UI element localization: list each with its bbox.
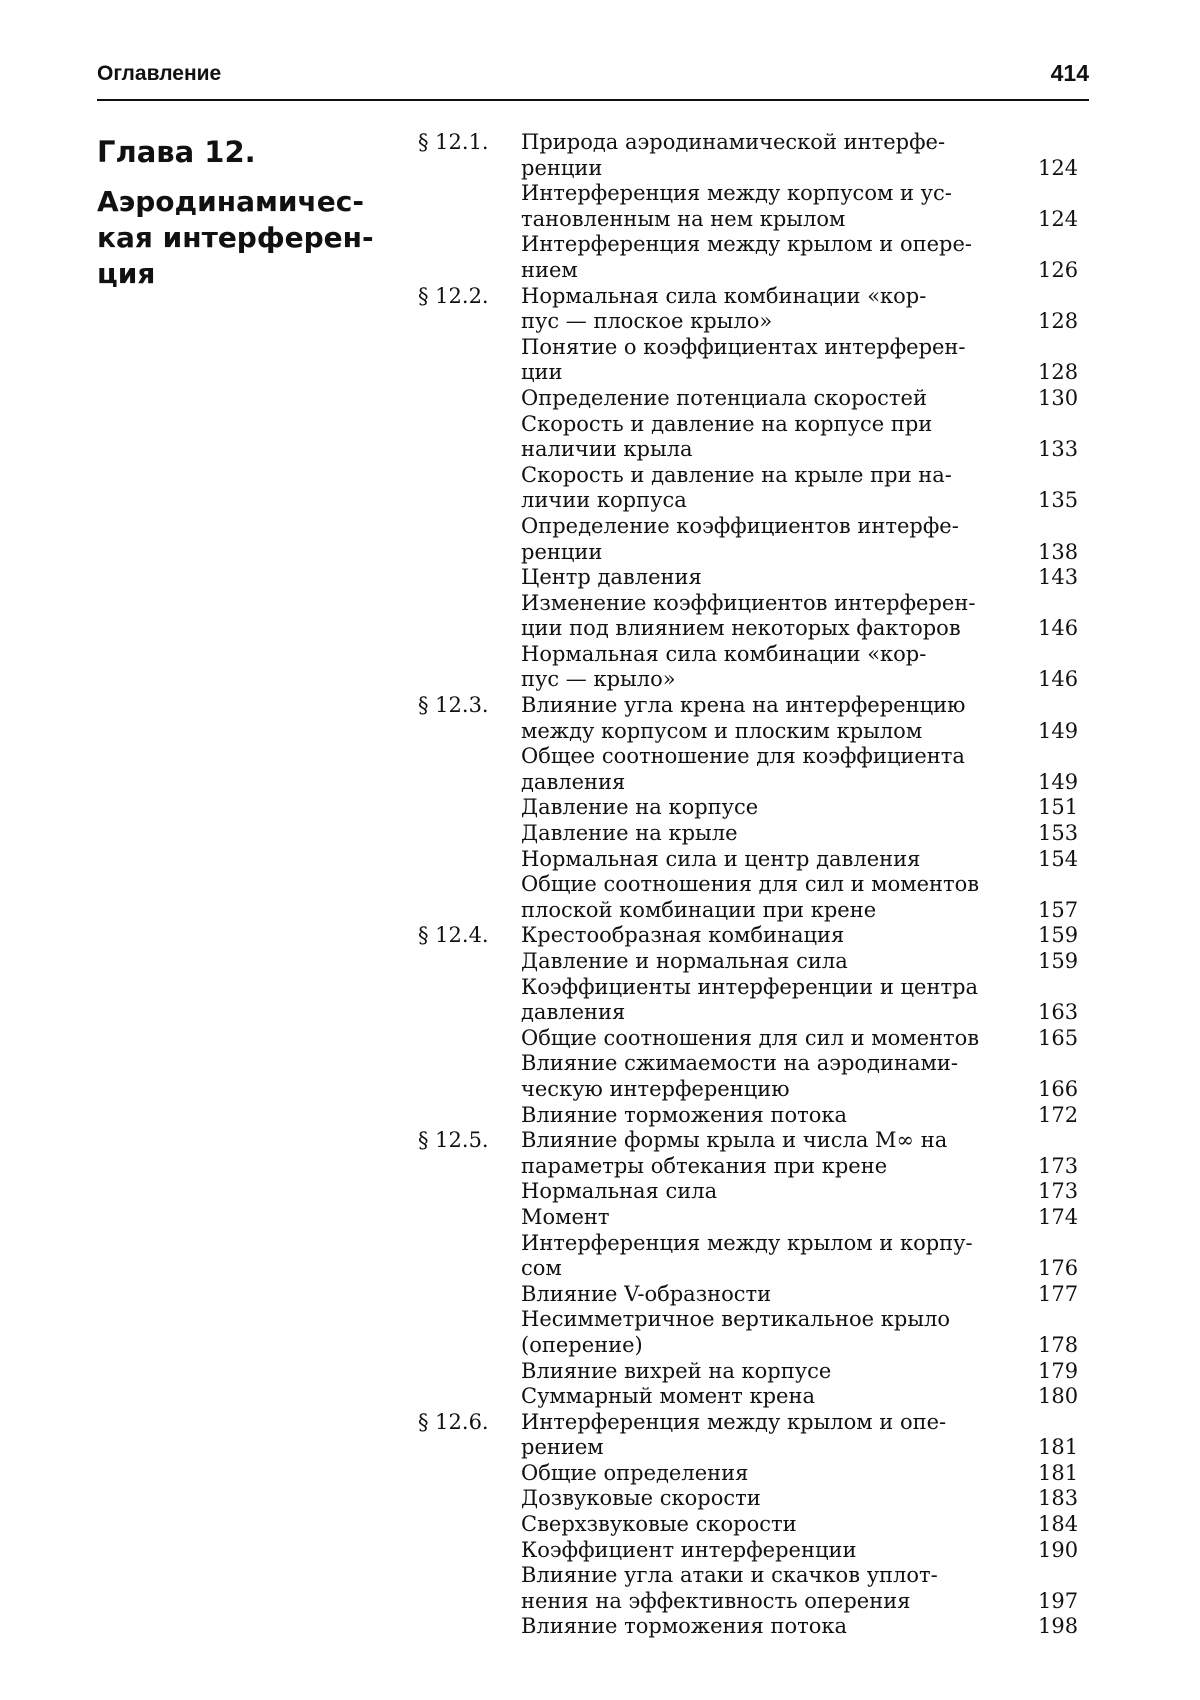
toc-section-number xyxy=(418,1614,521,1640)
toc-section-label: § 12.1. xyxy=(418,130,489,154)
toc-section-label xyxy=(418,591,521,617)
toc-section-number xyxy=(418,821,521,847)
toc-entry-title xyxy=(521,847,1038,873)
toc-section-label xyxy=(418,1563,521,1589)
toc-entry-line: Влияние V-образности xyxy=(521,1281,772,1306)
toc-page-number: 151 xyxy=(1038,795,1079,820)
toc-page-number: 130 xyxy=(1038,385,1079,410)
toc-entry-title xyxy=(521,693,1038,744)
toc-section-label xyxy=(418,1026,521,1052)
toc-entry-title xyxy=(521,1128,1038,1179)
toc-entry-line: Момент xyxy=(521,1204,610,1229)
toc-entry-line: между корпусом и плоским крылом xyxy=(521,718,923,743)
toc-entry xyxy=(418,1486,1098,1512)
toc-section-label xyxy=(418,1486,521,1512)
toc-section-label xyxy=(418,1103,521,1129)
toc-section-label xyxy=(418,1359,521,1385)
toc-section-label xyxy=(418,1179,521,1205)
toc-entry-line: Понятие о коэффициентах интерферен- xyxy=(521,334,966,359)
toc-section-label xyxy=(418,1538,521,1564)
toc-entry-line: Нормальная сила комбинации «кор- xyxy=(521,641,927,666)
toc-entry xyxy=(418,386,1098,412)
toc-entry-line: Общие определения xyxy=(521,1460,749,1485)
toc-section-label xyxy=(418,821,521,847)
chapter-title xyxy=(97,184,417,292)
toc-entry-line: нием xyxy=(521,257,578,282)
toc-entry xyxy=(418,1512,1098,1538)
toc-page-number: 154 xyxy=(1038,846,1079,871)
toc-entry-title xyxy=(521,1051,1038,1102)
toc-entry xyxy=(418,1384,1098,1410)
toc-entry xyxy=(418,642,1098,693)
toc-entry-line: Определение коэффициентов интерфе- xyxy=(521,513,959,538)
toc-entry-line: Влияние угла атаки и скачков уплот- xyxy=(521,1563,938,1588)
toc-page-number: 149 xyxy=(1038,769,1079,794)
toc-entry-line: параметры обтекания при крене xyxy=(521,1153,888,1178)
toc-entry-line: Природа аэродинамической интерфе- xyxy=(521,130,946,154)
toc-entry xyxy=(418,1026,1098,1052)
toc-section-number xyxy=(418,232,521,258)
toc-entry-title xyxy=(521,1614,1038,1640)
toc-entry xyxy=(418,975,1098,1026)
toc-entry-title xyxy=(521,1179,1038,1205)
toc-entry-line: Влияние вихрей на корпусе xyxy=(521,1358,832,1383)
toc-entry-line: Скорость и давление на крыле при на- xyxy=(521,462,952,487)
toc-section-label: § 12.4. xyxy=(418,923,489,948)
toc-section-number xyxy=(418,1563,521,1589)
toc-section-number xyxy=(418,642,521,668)
toc-section-number xyxy=(418,744,521,770)
toc-entry-line: сом xyxy=(521,1256,562,1281)
toc-section-number xyxy=(418,872,521,898)
toc-section-label xyxy=(418,795,521,821)
toc-section-number xyxy=(418,1410,521,1436)
toc-section-label xyxy=(418,1461,521,1487)
toc-page-number: 177 xyxy=(1038,1281,1079,1306)
toc-entry-line: Влияние торможения потока xyxy=(521,1614,848,1639)
toc-entry-title xyxy=(521,1026,1038,1052)
toc-page-number: 157 xyxy=(1038,897,1079,922)
toc-entry-title xyxy=(521,1103,1038,1129)
toc-section-label: § 12.3. xyxy=(418,693,489,718)
toc-entry-title xyxy=(521,1486,1038,1512)
toc-section-label xyxy=(418,412,521,438)
toc-entry-line: Нормальная сила и центр давления xyxy=(521,846,921,871)
toc-page-number: 178 xyxy=(1038,1332,1079,1357)
toc-entry-title xyxy=(521,232,1038,283)
toc-entry xyxy=(418,1205,1098,1231)
toc-entry-line: Центр давления xyxy=(521,565,702,590)
toc-section-number xyxy=(418,1026,521,1052)
toc-section-number xyxy=(418,1205,521,1231)
toc-section-label xyxy=(418,949,521,975)
toc-entry xyxy=(418,514,1098,565)
header-rule xyxy=(97,99,1089,101)
toc-entry-title xyxy=(521,514,1038,565)
toc-entry-line: Изменение коэффициентов интерферен- xyxy=(521,590,976,615)
toc-section-number xyxy=(418,1461,521,1487)
toc-section-label xyxy=(418,386,521,412)
toc-section-number xyxy=(418,1512,521,1538)
toc-page-number: 133 xyxy=(1038,437,1079,462)
toc-section-label xyxy=(418,975,521,1001)
toc-entry-title xyxy=(521,872,1038,923)
toc-entry-title xyxy=(521,795,1038,821)
chapter-title-line: ция xyxy=(97,257,156,290)
toc-entry-line: Общие соотношения для сил и моментов xyxy=(521,872,980,897)
toc-entry xyxy=(418,181,1098,232)
toc-section-number xyxy=(418,463,521,489)
toc-page-number: 165 xyxy=(1038,1025,1079,1050)
toc-entry-line: Коэффициент интерференции xyxy=(521,1537,857,1562)
toc-page-number: 173 xyxy=(1038,1179,1079,1204)
toc-section-label xyxy=(418,514,521,540)
toc-entry xyxy=(418,1359,1098,1385)
toc-page-number: 176 xyxy=(1038,1256,1079,1281)
toc-entry-title xyxy=(521,1282,1038,1308)
toc-entry xyxy=(418,1410,1098,1461)
toc-section-number xyxy=(418,130,521,156)
toc-section-number xyxy=(418,386,521,412)
toc-entry-title xyxy=(521,1538,1038,1564)
toc-section-label xyxy=(418,1205,521,1231)
toc-page-number: 128 xyxy=(1038,360,1079,385)
toc-section-number xyxy=(418,565,521,591)
toc-entry-line: наличии крыла xyxy=(521,437,693,462)
toc-entry-line: ческую интерференцию xyxy=(521,1076,790,1101)
toc-section-label xyxy=(418,1051,521,1077)
toc-entry-line: Давление на корпусе xyxy=(521,795,759,820)
toc-section-number xyxy=(418,1384,521,1410)
toc-entry-line: Нормальная сила комбинации «кор- xyxy=(521,283,927,308)
toc-entry-line: Определение потенциала скоростей xyxy=(521,385,927,410)
toc-entry-line: Сверхзвуковые скорости xyxy=(521,1512,797,1537)
toc-entry-line: Интерференция между крылом и корпу- xyxy=(521,1230,973,1255)
toc-entry-title xyxy=(521,412,1038,463)
toc-section-number xyxy=(418,975,521,1001)
toc-entry xyxy=(418,284,1098,335)
toc-entry xyxy=(418,463,1098,514)
toc-page-number: 183 xyxy=(1038,1486,1079,1511)
toc-entry-title xyxy=(521,642,1038,693)
toc-entry-title xyxy=(521,1410,1038,1461)
toc-entry xyxy=(418,821,1098,847)
toc-entry xyxy=(418,1563,1098,1614)
toc-section-label: § 12.2. xyxy=(418,283,489,308)
toc-entry xyxy=(418,335,1098,386)
toc-section-number xyxy=(418,181,521,207)
toc-page-number: 197 xyxy=(1038,1588,1079,1613)
toc-entry xyxy=(418,949,1098,975)
toc-section-number xyxy=(418,591,521,617)
toc-entry-title xyxy=(521,1512,1038,1538)
toc-entry-line: нения на эффективность оперения xyxy=(521,1588,911,1613)
page-number: 414 xyxy=(1050,60,1089,86)
toc-section-number xyxy=(418,1051,521,1077)
toc-entry-title xyxy=(521,1307,1038,1358)
toc-entry xyxy=(418,1461,1098,1487)
toc-entry-line: Давление на крыле xyxy=(521,821,738,846)
toc-page-number: 159 xyxy=(1038,949,1079,973)
toc-page-number: 159 xyxy=(1038,923,1079,948)
toc-page-number: 174 xyxy=(1038,1204,1079,1229)
toc-section-label xyxy=(418,872,521,898)
toc-page-number: 190 xyxy=(1038,1537,1079,1562)
toc-page-number: 128 xyxy=(1038,309,1079,334)
toc-entry-line: личии корпуса xyxy=(521,488,687,513)
toc-entry-line: (оперение) xyxy=(521,1332,643,1357)
toc-section-number xyxy=(418,923,521,949)
toc-section-number xyxy=(418,795,521,821)
toc-page-number: 179 xyxy=(1038,1358,1079,1383)
toc-entry-line: Скорость и давление на корпусе при xyxy=(521,411,933,436)
toc-entry-line: Интерференция между крылом и опере- xyxy=(521,232,972,257)
toc-entry xyxy=(418,1614,1098,1640)
toc-section-label xyxy=(418,463,521,489)
toc-section-label xyxy=(418,1307,521,1333)
toc-page-number: 163 xyxy=(1038,1000,1079,1025)
toc-entry xyxy=(418,693,1098,744)
toc-page-number: 180 xyxy=(1038,1384,1079,1409)
toc-entry-title xyxy=(521,463,1038,514)
toc-entry-line: плоской комбинации при крене xyxy=(521,897,877,922)
toc-section-label xyxy=(418,1512,521,1538)
toc-section-label xyxy=(418,744,521,770)
toc-entry xyxy=(418,1231,1098,1282)
toc-entry xyxy=(418,847,1098,873)
toc-entry-title xyxy=(521,975,1038,1026)
toc-section-label: § 12.5. xyxy=(418,1128,489,1153)
toc-section-number xyxy=(418,1359,521,1385)
toc-page-number: 153 xyxy=(1038,821,1079,846)
toc-entry-line: пус — плоское крыло» xyxy=(521,309,773,334)
toc-entry-line: Общее соотношение для коэффициента xyxy=(521,744,965,769)
toc-section-label xyxy=(418,335,521,361)
toc-entry-line: Интерференция между крылом и опе- xyxy=(521,1409,947,1434)
toc-page-number: 138 xyxy=(1038,539,1079,564)
toc-entry-line: рением xyxy=(521,1435,604,1460)
toc-entry-line: давления xyxy=(521,769,626,794)
toc-entry-title xyxy=(521,591,1038,642)
toc-entry-title xyxy=(521,1384,1038,1410)
toc-entry xyxy=(418,795,1098,821)
toc-page-number: 181 xyxy=(1038,1435,1079,1460)
toc-section-number xyxy=(418,693,521,719)
toc-entry-line: Несимметричное вертикальное крыло xyxy=(521,1307,951,1332)
toc-section-number xyxy=(418,1103,521,1129)
toc-entry-title xyxy=(521,386,1038,412)
toc-section-label xyxy=(418,565,521,591)
table-of-contents xyxy=(418,130,1098,1640)
toc-page-number: 198 xyxy=(1038,1614,1079,1639)
toc-entry-line: Влияние сжимаемости на аэродинами- xyxy=(521,1051,958,1076)
toc-section-number xyxy=(418,1538,521,1564)
toc-page-number: 146 xyxy=(1038,616,1079,641)
toc-entry-title xyxy=(521,1563,1038,1614)
toc-entry-title xyxy=(521,949,1038,975)
toc-entry-line: давления xyxy=(521,1000,626,1025)
chapter-title-line: Аэродинамичес- xyxy=(97,185,364,218)
toc-section-label xyxy=(418,642,521,668)
toc-entry-line: ции под влиянием некоторых факторов xyxy=(521,616,961,641)
toc-entry-title xyxy=(521,335,1038,386)
toc-page-number: 146 xyxy=(1038,667,1079,692)
toc-entry-line: Интерференция между корпусом и ус- xyxy=(521,181,952,206)
toc-entry-title xyxy=(521,1461,1038,1487)
toc-entry-title xyxy=(521,181,1038,232)
toc-section-label xyxy=(418,1614,521,1640)
toc-section-label xyxy=(418,181,521,207)
toc-section-label xyxy=(418,232,521,258)
toc-entry xyxy=(418,1179,1098,1205)
toc-entry-line: ренции xyxy=(521,155,603,180)
toc-entry-title xyxy=(521,744,1038,795)
toc-entry-title xyxy=(521,821,1038,847)
toc-entry-line: Влияние торможения потока xyxy=(521,1102,848,1127)
toc-entry xyxy=(418,565,1098,591)
toc-page-number: 135 xyxy=(1038,488,1079,513)
toc-entry xyxy=(418,232,1098,283)
toc-section-label xyxy=(418,1282,521,1308)
toc-entry xyxy=(418,1307,1098,1358)
toc-section-label xyxy=(418,1231,521,1257)
toc-entry xyxy=(418,1128,1098,1179)
toc-entry xyxy=(418,872,1098,923)
toc-section-label xyxy=(418,1384,521,1410)
toc-entry-line: пус — крыло» xyxy=(521,667,676,692)
toc-entry-title xyxy=(521,1231,1038,1282)
toc-entry-title xyxy=(521,1359,1038,1385)
toc-entry-title xyxy=(521,284,1038,335)
toc-section-label: § 12.6. xyxy=(418,1409,489,1434)
toc-section-number xyxy=(418,335,521,361)
toc-page-number: 126 xyxy=(1038,257,1079,282)
toc-section-number xyxy=(418,847,521,873)
toc-entry xyxy=(418,923,1098,949)
chapter-label: Глава 12. xyxy=(97,135,256,169)
toc-page-number: 143 xyxy=(1038,565,1079,590)
toc-entry xyxy=(418,1051,1098,1102)
toc-section-number xyxy=(418,1179,521,1205)
toc-section-number xyxy=(418,284,521,310)
toc-entry-line: Общие соотношения для сил и моментов xyxy=(521,1025,980,1050)
toc-entry xyxy=(418,744,1098,795)
toc-entry-title xyxy=(521,130,1038,181)
toc-entry-line: Влияние формы крыла и числа M∞ на xyxy=(521,1128,948,1153)
toc-entry-line: Коэффициенты интерференции и центра xyxy=(521,974,979,999)
toc-page-number: 173 xyxy=(1038,1153,1079,1178)
toc-entry-title xyxy=(521,565,1038,591)
toc-page-number: 181 xyxy=(1038,1460,1079,1485)
toc-page-number: 124 xyxy=(1038,155,1079,180)
toc-entry-line: Крестообразная комбинация xyxy=(521,923,845,948)
toc-section-number xyxy=(418,1486,521,1512)
toc-entry-line: ренции xyxy=(521,539,603,564)
toc-entry-title xyxy=(521,923,1038,949)
toc-page-number: 166 xyxy=(1038,1076,1079,1101)
toc-entry-line: Дозвуковые скорости xyxy=(521,1486,761,1511)
toc-entry xyxy=(418,1103,1098,1129)
toc-entry xyxy=(418,1282,1098,1308)
toc-page-number: 124 xyxy=(1038,206,1079,231)
toc-entry-line: ции xyxy=(521,360,563,385)
toc-entry xyxy=(418,591,1098,642)
toc-entry-line: Влияние угла крена на интерференцию xyxy=(521,693,966,718)
chapter-heading xyxy=(97,134,417,292)
toc-section-number xyxy=(418,1282,521,1308)
toc-entry-line: Суммарный момент крена xyxy=(521,1384,815,1409)
toc-entry xyxy=(418,412,1098,463)
toc-section-number xyxy=(418,514,521,540)
toc-page-number: 184 xyxy=(1038,1512,1079,1537)
toc-entry-line: Давление и нормальная сила xyxy=(521,949,848,973)
toc-section-number xyxy=(418,412,521,438)
toc-entry xyxy=(418,1538,1098,1564)
toc-section-number xyxy=(418,1231,521,1257)
header-title: Оглавление xyxy=(97,62,222,85)
toc-entry xyxy=(418,130,1098,181)
toc-entry-line: тановленным на нем крылом xyxy=(521,206,846,231)
running-header xyxy=(97,58,1089,98)
toc-section-number xyxy=(418,1128,521,1154)
toc-entry-line: Нормальная сила xyxy=(521,1179,718,1204)
toc-section-number xyxy=(418,949,521,975)
toc-section-number xyxy=(418,1307,521,1333)
chapter-title-line: кая интерферен- xyxy=(97,221,374,254)
toc-entry-title xyxy=(521,1205,1038,1231)
toc-page-number: 172 xyxy=(1038,1102,1079,1127)
toc-page-number: 149 xyxy=(1038,718,1079,743)
toc-section-label xyxy=(418,847,521,873)
